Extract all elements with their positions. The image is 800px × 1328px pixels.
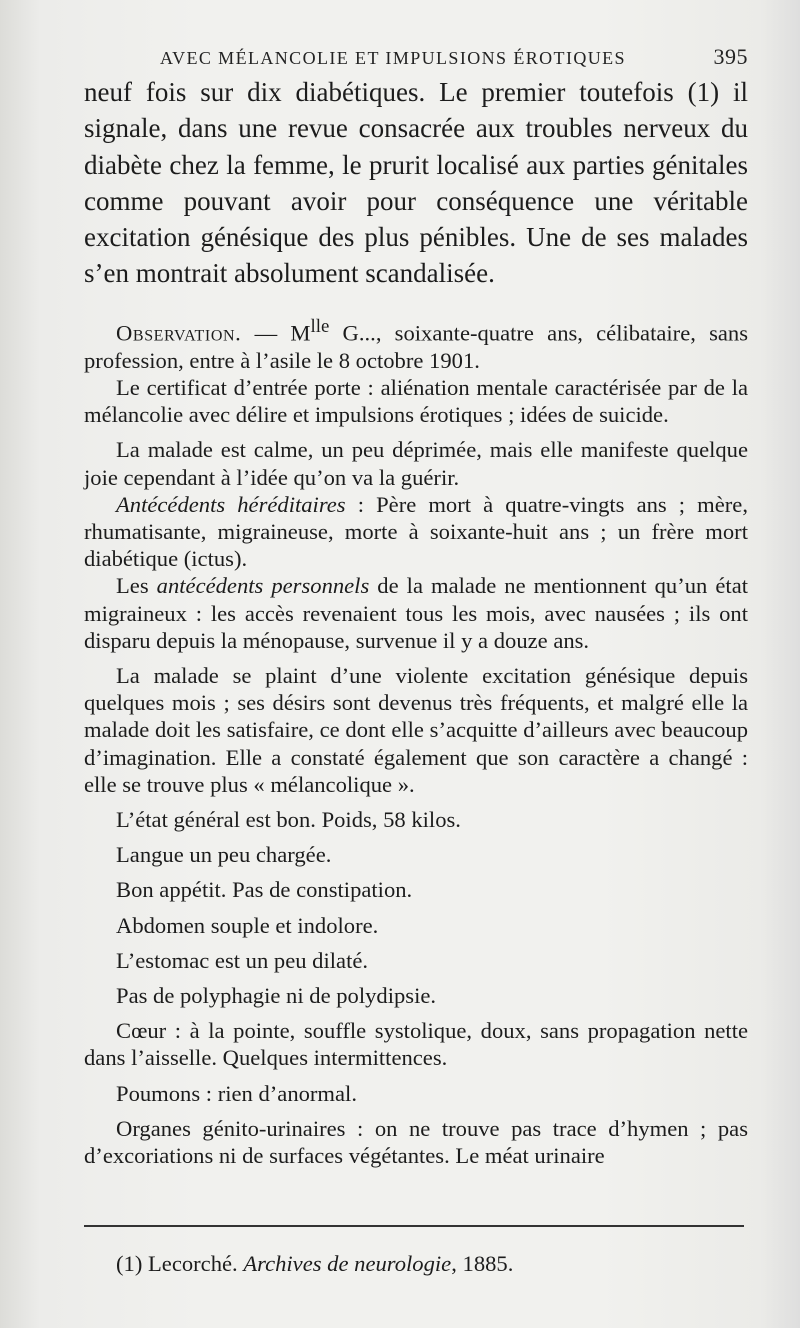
running-title: AVEC MÉLANCOLIE ET IMPULSIONS ÉROTIQUES: [160, 48, 626, 68]
page-number: 395: [713, 44, 748, 69]
hereditary-paragraph: [84, 491, 748, 573]
exam-line-4: Abdomen souple et indolore.: [116, 912, 379, 938]
exam-line-2: Langue un peu chargée.: [116, 842, 332, 868]
footnote-journal: Archives de neurologie: [243, 1251, 452, 1276]
certificat-paragraph: Le certificat d’entrée porte : aliénation mentale caractérisée par de la mélancolie avec délire et impulsions érotiques ; idées de suicide.: [84, 374, 748, 428]
calme-paragraph: La malade est calme, un peu déprimée, mais elle manifeste quelque joie cependant à l’idée qu’on va la guérir.: [84, 437, 748, 490]
intro-paragraph: neuf fois sur dix diabétiques. Le premier toutefois (1) il signale, dans une revue consacrée aux troubles nerveux du diabète chez la femme, le prurit localisé aux parties génitales comme pouvant avoir pour conséquence une véritable excitation génésique des plus pénibles. Une de ses malades s’en montrait absolument scandalisée.: [84, 77, 748, 289]
genito-urinary-paragraph: Organes génito-urinaires : on ne trouve pas trace d’hymen ; pas d’excoriations ni de surfaces végétantes. Le méat urinaire: [84, 1115, 748, 1169]
footnote-rule: [84, 1225, 744, 1227]
heart-paragraph: Cœur : à la pointe, souffle systolique, doux, sans propagation nette dans l’aisselle. Quelques intermittences.: [84, 1018, 748, 1071]
exam-line-5: L’estomac est un peu dilaté.: [116, 947, 369, 973]
personal-text: de la malade ne mentionnent qu’un état migraineux : les accès revenaient tous les mois, avec nausées ; ils ont disparu depuis la ménopause, survenue il y a douze ans.: [84, 573, 748, 653]
observation-dash: — M: [241, 320, 311, 346]
running-header: [160, 44, 748, 70]
observation-text: G..., soixante-quatre ans, célibataire, sans profession, entre à l’asile le 8 octobre 1901.: [84, 320, 748, 373]
personal-label: antécédents personnels: [156, 573, 370, 599]
complaint-paragraph: La malade se plaint d’une violente excitation génésique depuis quelques mois ; ses désirs sont devenus très fréquents, et malgré elle la malade doit les satisfaire, ce dont elle s’acquitte d’ailleurs avec beaucoup d’imagination. Elle a constaté également que son caractère a changé : elle se trouve plus « mélancolique ».: [84, 662, 748, 797]
observation-label: Observation.: [116, 320, 242, 346]
footnote: [116, 1250, 756, 1278]
footnote-pre: (1) Lecorché.: [116, 1251, 244, 1276]
exam-line-3: Bon appétit. Pas de constipation.: [116, 877, 413, 903]
personal-pre: Les: [116, 573, 157, 599]
hereditary-text: : Père mort à quatre-vingts ans ; mère, rhumatisante, migraineuse, morte à soixante-huit ans ; un frère mort diabétique (ictus).: [84, 491, 748, 572]
observation-paragraph: [84, 313, 748, 374]
observation-title-sup: lle: [310, 316, 330, 337]
hereditary-label: Antécédents héréditaires: [116, 491, 346, 517]
lungs-line: Poumons : rien d’anormal.: [116, 1080, 357, 1106]
footnote-post: , 1885.: [451, 1251, 514, 1276]
personal-paragraph: [84, 572, 748, 654]
exam-line-1: L’état général est bon. Poids, 58 kilos.: [116, 806, 461, 832]
exam-line-6: Pas de polyphagie ni de polydipsie.: [116, 983, 437, 1008]
observation-text-block: [84, 313, 748, 1169]
intro-text-block: [84, 74, 748, 292]
